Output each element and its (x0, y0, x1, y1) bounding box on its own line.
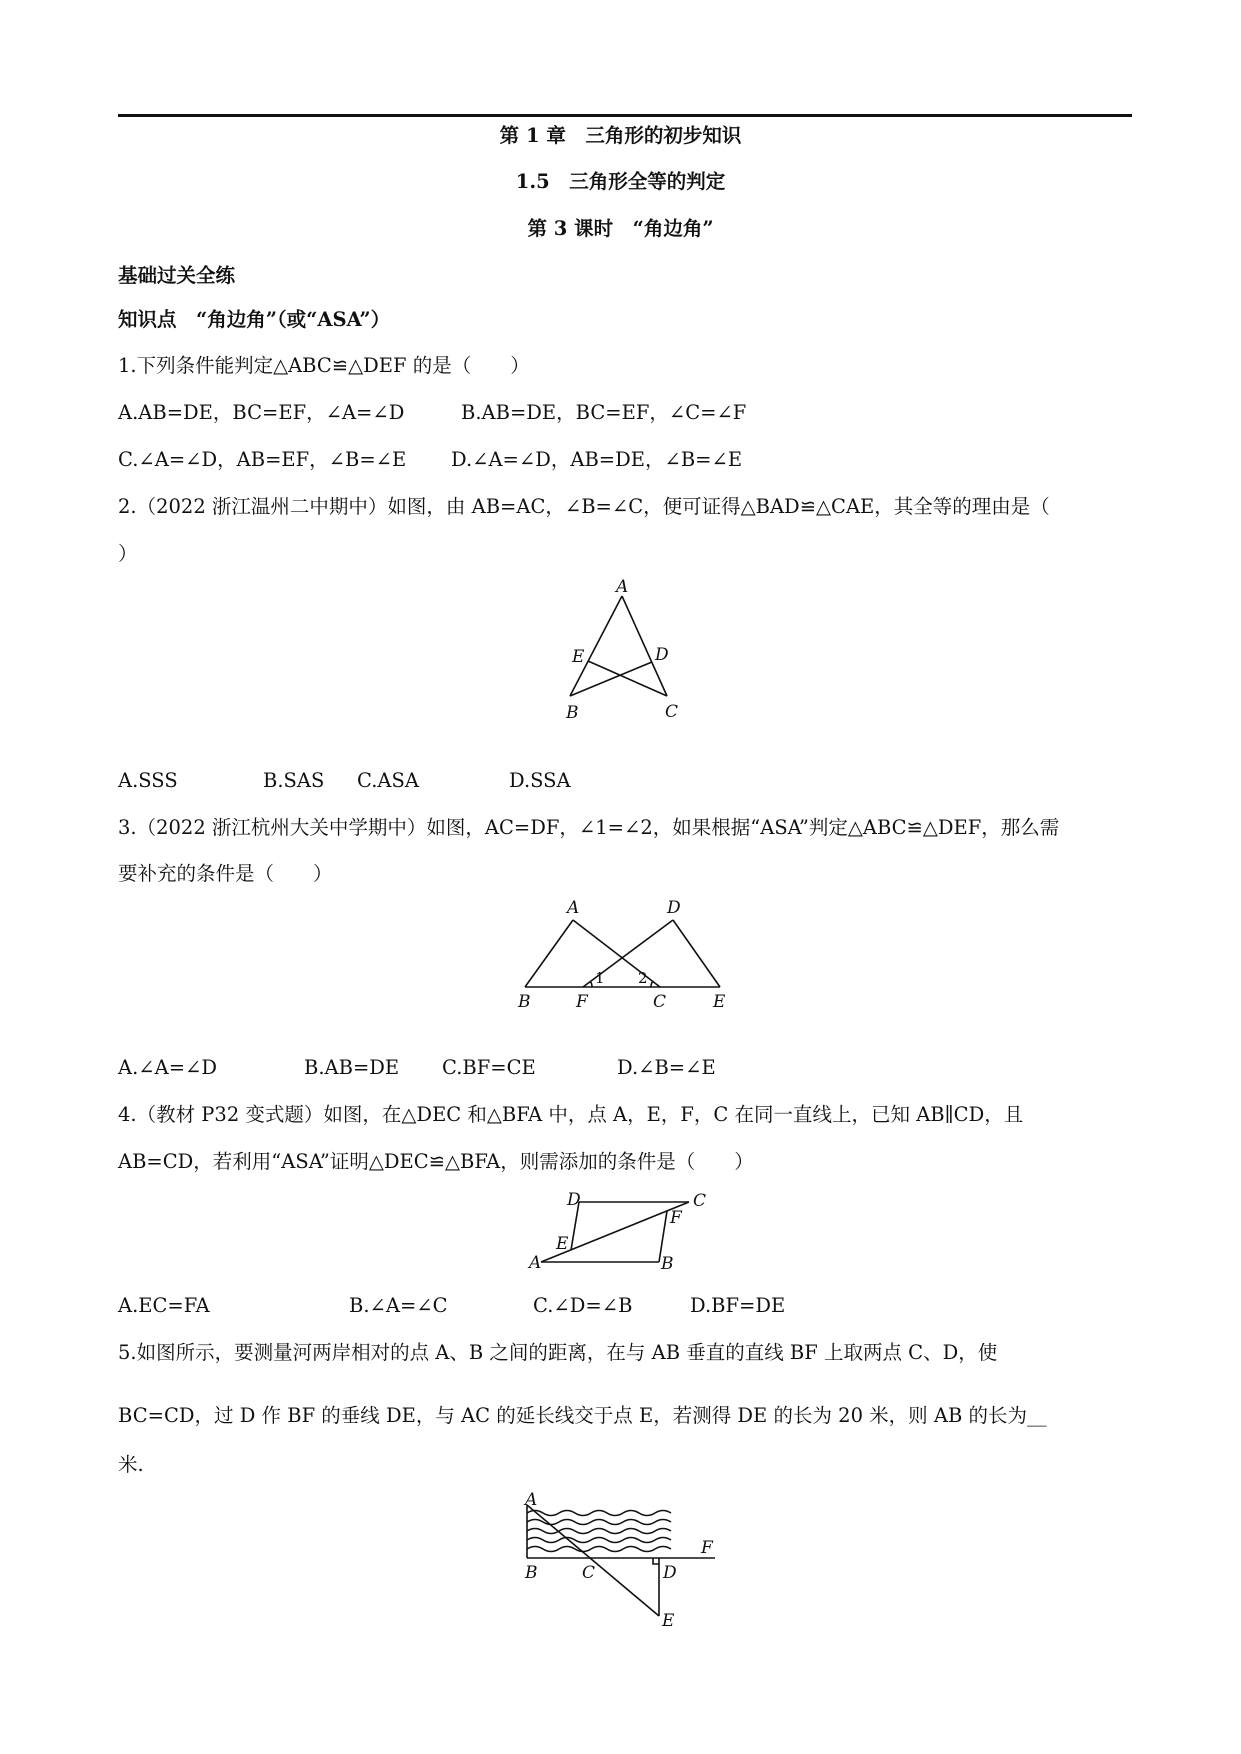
q4-label-f: F (670, 1208, 682, 1228)
q3-label-f: F (576, 992, 588, 1012)
q2-label-d: D (655, 645, 669, 665)
knowledge-point-heading: 知识点 “角边角”（或“ASA”） (118, 308, 391, 331)
q3-label-e: E (713, 992, 726, 1012)
q3-segment-ab (525, 920, 573, 987)
q4-label-c: C (693, 1191, 707, 1211)
q3-label-b: B (518, 992, 531, 1012)
q3-label-angle-1: 1 (595, 969, 605, 987)
lesson-title: 第 3 课时 “角边角” (527, 217, 714, 240)
q5-label-b: B (525, 1563, 538, 1583)
q4-stem-line2: AB=CD，若利用“ASA”证明△DEC≌△BFA，则需添加的条件是（ ） (118, 1150, 754, 1173)
q4-option-d: D.BF=DE (690, 1294, 786, 1317)
q3-option-d: D.∠B=∠E (617, 1056, 716, 1079)
q3-segment-de (673, 920, 720, 987)
q1-option-c: C.∠A=∠D，AB=EF，∠B=∠E (118, 448, 407, 471)
header-rule (118, 114, 1132, 117)
q4-stem-line1: 4.（教材 P32 变式题）如图，在△DEC 和△BFA 中，点 A，E，F，C 在同一直线上，已知 AB∥CD，且 (118, 1103, 1024, 1126)
q1-stem: 1.下列条件能判定△ABC≌△DEF 的是（ ） (118, 354, 530, 377)
q4-figure (525, 1183, 725, 1281)
q2-option-a: A.SSS (118, 769, 178, 792)
q3-stem-line2: 要补充的条件是（ ） (118, 862, 333, 885)
q4-label-b: B (661, 1254, 674, 1274)
q2-segment-ce (588, 661, 667, 696)
q5-right-angle-mark (653, 1558, 659, 1564)
q5-stem-line3: 米. (118, 1453, 144, 1476)
q5-stem-line1: 5.如图所示，要测量河两岸相对的点 A、B 之间的距离，在与 AB 垂直的直线 BF 上取两点 C、D，使 (118, 1341, 998, 1364)
q3-label-c: C (653, 992, 667, 1012)
q1-option-a: A.AB=DE，BC=EF，∠A=∠D (118, 401, 405, 424)
q5-label-a: A (525, 1490, 538, 1510)
q2-stem-line1: 2.（2022 浙江温州二中期中）如图，由 AB=AC，∠B=∠C，便可证得△BAD≌△CAE，其全等的理由是（ (118, 495, 1050, 518)
q5-figure (515, 1490, 730, 1631)
q3-label-d: D (667, 898, 681, 918)
q3-angle-1-arc (590, 981, 592, 987)
q5-stem-line2: BC=CD，过 D 作 BF 的垂线 DE，与 AC 的延长线交于点 E，若测得 DE 的长为 20 米，则 AB 的长为__ (118, 1404, 1047, 1427)
q2-label-a: A (616, 577, 629, 597)
q5-label-d: D (663, 1563, 677, 1583)
q3-option-c: C.BF=CE (442, 1056, 536, 1079)
q2-segment-bd (570, 662, 652, 696)
part-heading: 基础过关全练 (118, 264, 236, 287)
q4-option-c: C.∠D=∠B (533, 1294, 633, 1317)
q2-stem-line2: ） (118, 542, 138, 565)
q3-angle-2-arc (651, 981, 653, 987)
q2-label-e: E (572, 647, 585, 667)
q2-label-b: B (566, 703, 579, 723)
q4-label-a: A (529, 1253, 542, 1273)
q3-option-b: B.AB=DE (304, 1056, 400, 1079)
q2-figure (555, 578, 695, 730)
q3-option-a: A.∠A=∠D (118, 1056, 218, 1079)
q4-label-d: D (567, 1190, 581, 1210)
q2-option-c: C.ASA (357, 769, 419, 792)
q3-label-angle-2: 2 (638, 969, 648, 987)
q5-label-e: E (662, 1611, 675, 1631)
q3-label-a: A (567, 898, 580, 918)
q5-label-f: F (701, 1538, 713, 1558)
q4-label-e: E (556, 1234, 569, 1254)
chapter-title: 第 1 章 三角形的初步知识 (499, 124, 742, 147)
q1-option-d: D.∠A=∠D，AB=DE，∠B=∠E (451, 448, 743, 471)
q3-figure (510, 895, 740, 1013)
q3-stem-line1: 3.（2022 浙江杭州大关中学期中）如图，AC=DF，∠1=∠2，如果根据“ASA”判定△ABC≌△DEF，那么需 (118, 816, 1060, 839)
q5-label-c: C (582, 1563, 596, 1583)
q2-option-b: B.SAS (263, 769, 325, 792)
q2-segment-ab (570, 596, 622, 696)
q4-option-b: B.∠A=∠C (349, 1294, 448, 1317)
q2-option-d: D.SSA (509, 769, 571, 792)
q2-label-c: C (665, 702, 679, 722)
river-waves (527, 1511, 671, 1552)
q4-option-a: A.EC=FA (118, 1294, 210, 1317)
section-title: 1.5 三角形全等的判定 (515, 170, 726, 193)
q1-option-b: B.AB=DE，BC=EF，∠C=∠F (461, 401, 747, 424)
